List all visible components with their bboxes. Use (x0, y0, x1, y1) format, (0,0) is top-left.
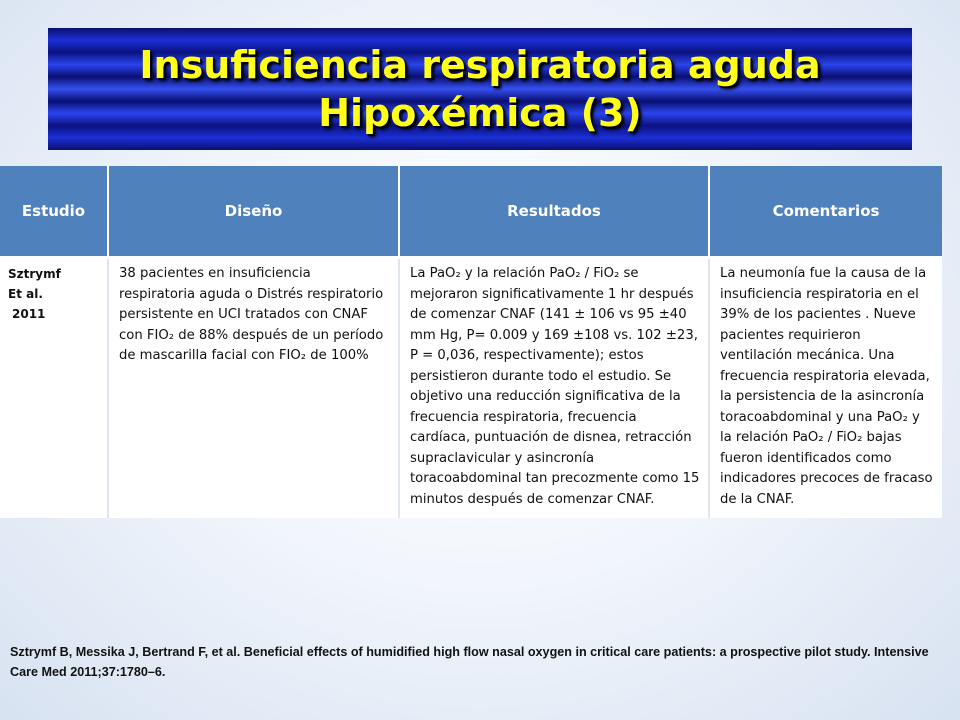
cell-comentarios: La neumonía fue la causa de la insuficiencia respiratoria en el 39% de los pacientes . Nueve pacientes requirieron ventilación mecánica. Una frecuencia respiratoria elevada, la persistencia de la asincronía toracoabdominal y una PaO₂ y la relación PaO₂ / FiO₂ bajas fueron identificados como indicadores precoces de fracaso de la CNAF. (709, 258, 942, 519)
cell-resultados: La PaO₂ y la relación PaO₂ / FiO₂ se mejoraron significativamente 1 hr después de comenzar CNAF (141 ± 106 vs 95 ±40 mm Hg, P= 0.009 y 169 ±108 vs. 102 ±23, P = 0,036, respectivamente); estos persistieron durante todo el estudio. Se objetivo una reducción significativa de la frecuencia respiratoria, frecuencia cardíaca, puntuación de disnea, retracción supraclavicular y asincronía toracoabdominal tan precozmente como 15 minutos después de comenzar CNAF. (399, 258, 709, 519)
page-title-line-1: Insuficiencia respiratoria aguda (139, 43, 821, 87)
page-title-line-2: Hipoxémica (3) (318, 91, 642, 135)
table-header-row (0, 166, 942, 258)
cell-diseno: 38 pacientes en insuficiencia respiratoria aguda o Distrés respiratorio persistente en UCI tratados con CNAF con FIO₂ de 88% después de un período de mascarilla facial con FIO₂ de 100% (108, 258, 399, 519)
title-banner (48, 28, 912, 150)
reference-citation: Sztrymf B, Messika J, Bertrand F, et al. Beneficial effects of humidified high flow nasal oxygen in critical care patients: a prospective pilot study. Intensive Care Med 2011;37:1780–6. (10, 645, 929, 679)
header-comentarios: Comentarios (709, 166, 942, 258)
header-diseno: Diseño (108, 166, 399, 258)
table-row (0, 258, 942, 519)
header-estudio: Estudio (0, 166, 108, 258)
estudio-author: Sztrymf (8, 267, 61, 281)
header-resultados: Resultados (399, 166, 709, 258)
estudio-etal: Et al. (8, 287, 43, 301)
study-table (0, 166, 942, 518)
estudio-year: 2011 (12, 307, 46, 321)
cell-estudio (0, 258, 108, 519)
